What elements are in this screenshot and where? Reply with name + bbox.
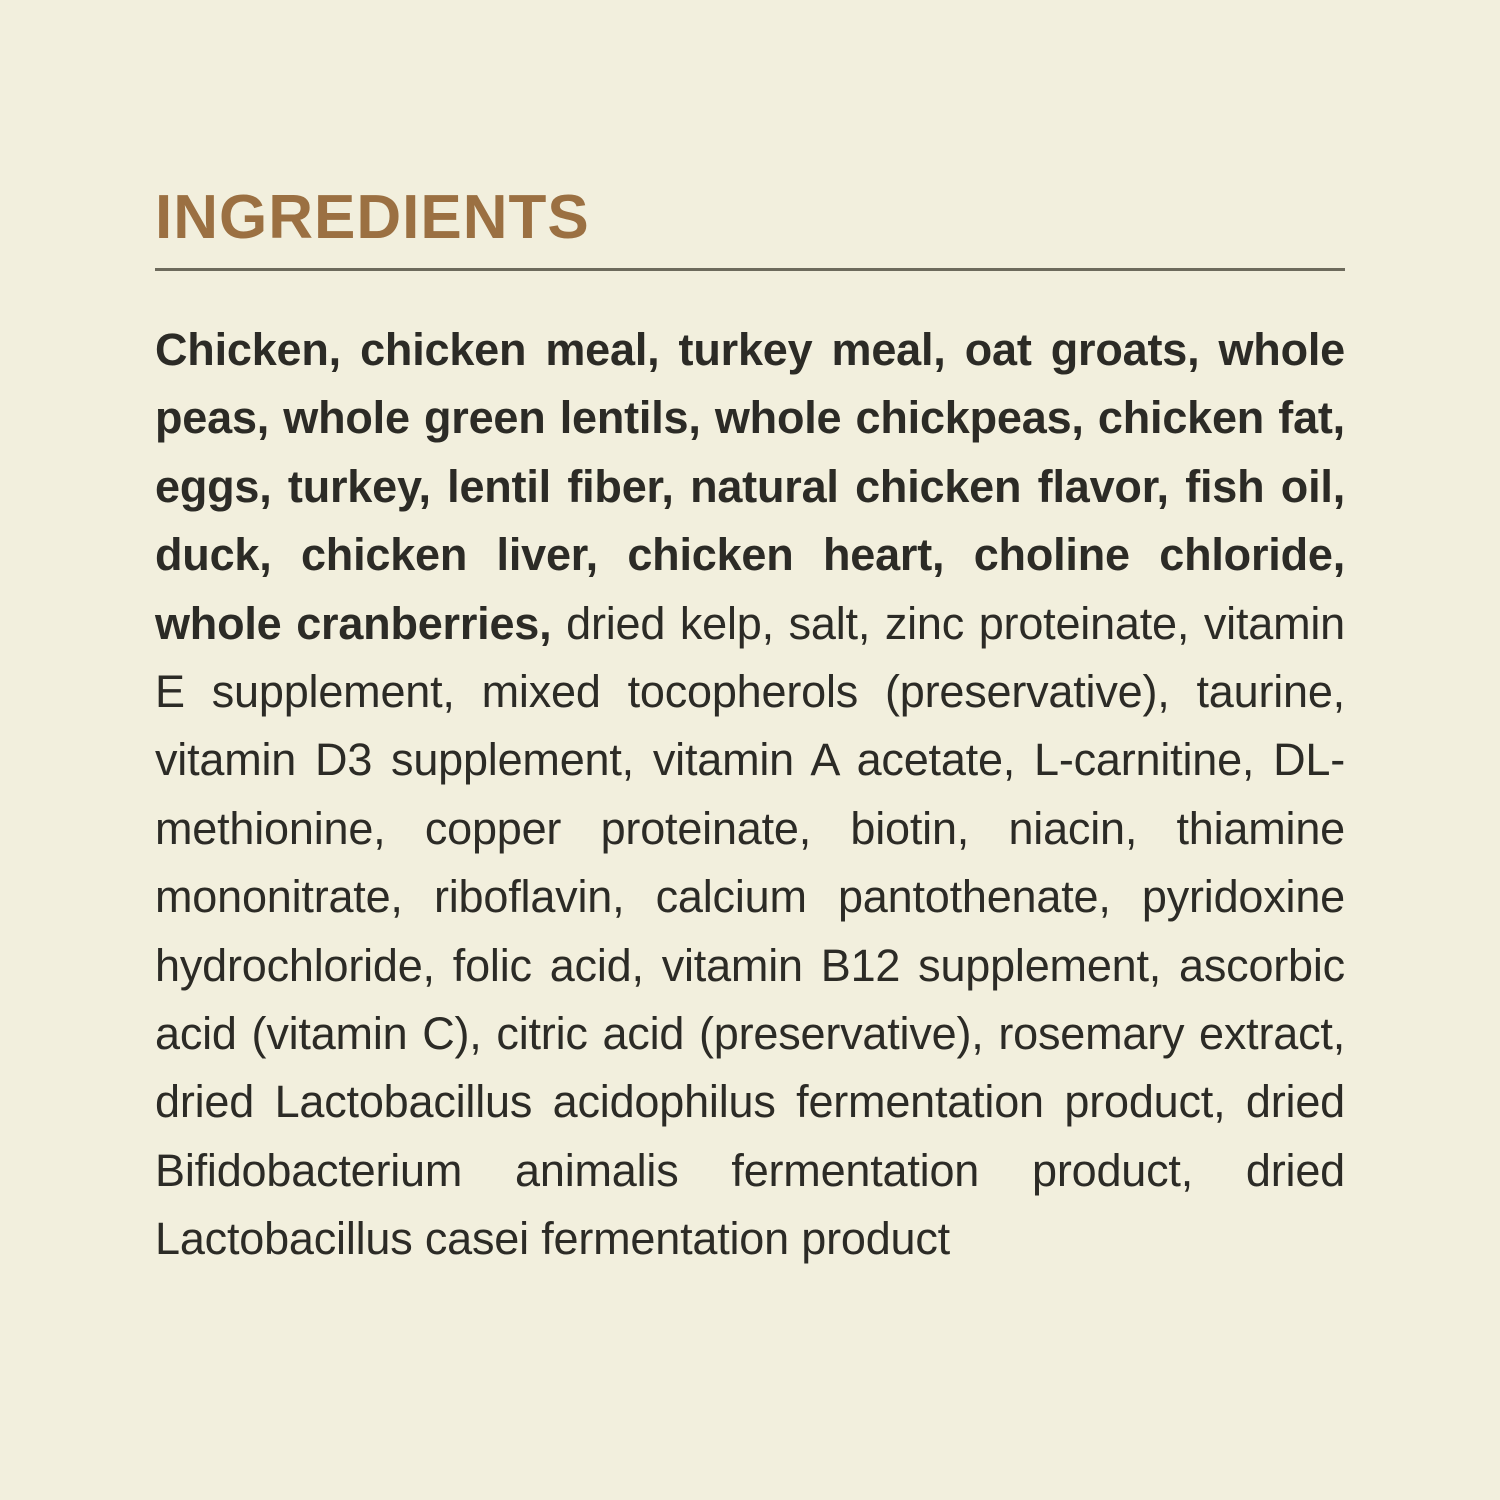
ingredients-paragraph — [155, 316, 1345, 1273]
title-divider — [155, 268, 1345, 271]
page-title: INGREDIENTS — [155, 183, 590, 252]
ingredients-panel — [155, 185, 1345, 1319]
ingredients-primary-text: Chicken, chicken meal, turkey meal, oat groats, whole peas, whole green lentils, whole chickpeas, chicken fat, eggs, turkey, lentil fiber, natural chicken flavor, fish oil, duck, chicken liver, chicken heart, choline chloride, whole cranberries, — [155, 324, 1345, 649]
ingredients-secondary-text: dried kelp, salt, zinc proteinate, vitamin E supplement, mixed tocopherols (preservative), taurine, vitamin D3 supplement, vitamin A acetate, L-carnitine, DL-methionine, copper proteinate, biotin, niacin, thiamine mononitrate, riboflavin, calcium pantothenate, pyridoxine hydrochloride, folic acid, vitamin B12 supplement, ascorbic acid (vitamin C), citric acid (preservative), rosemary extract, dried Lactobacillus acidophilus fermentation product, dried Bifidobacterium animalis fermentation product, dried Lactobacillus casei fermentation product — [155, 597, 1346, 1265]
